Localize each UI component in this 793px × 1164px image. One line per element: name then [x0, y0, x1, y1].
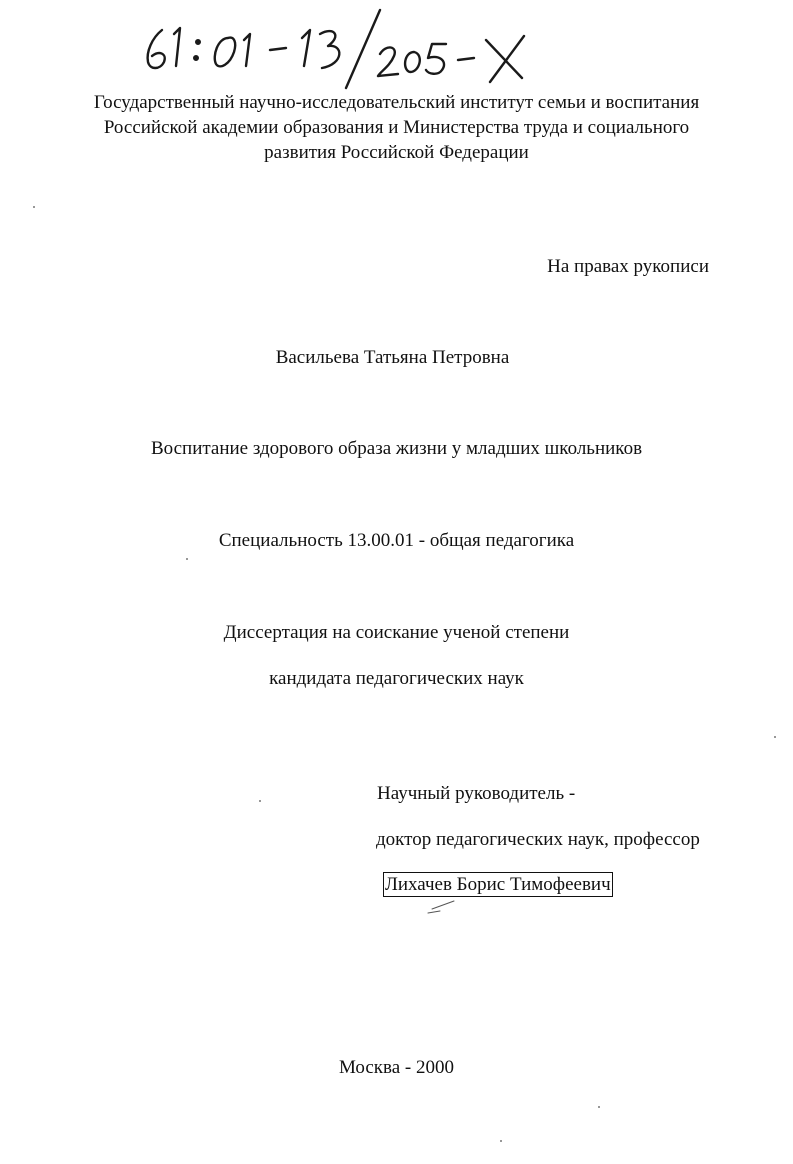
- scan-speck: [186, 558, 188, 560]
- scan-speck: [774, 736, 776, 738]
- institution-line: Государственный научно-исследовательский институт семьи и воспитания: [93, 92, 700, 113]
- supervisor-label: Научный руководитель -: [377, 783, 576, 804]
- institution-line: Российской академии образования и Министерства труда и социального: [103, 117, 690, 138]
- scan-speck: [259, 800, 261, 802]
- handwritten-shelfmark: [140, 8, 540, 90]
- author-name: Васильева Татьяна Петровна: [275, 347, 510, 368]
- dissertation-type: Диссертация на соискание ученой степени: [223, 622, 570, 643]
- supervisor-name: Лихачев Борис Тимофеевич: [385, 874, 611, 895]
- institution-heading: [40, 90, 753, 165]
- rights-note: На правах рукописи: [547, 256, 709, 277]
- specialty: Специальность 13.00.01 - общая педагогика: [218, 530, 575, 551]
- institution-line: развития Российской Федерации: [264, 142, 529, 163]
- pen-mark: [420, 893, 480, 915]
- academic-degree: кандидата педагогических наук: [269, 668, 524, 689]
- scan-speck: [33, 206, 35, 208]
- dissertation-title: Воспитание здорового образа жизни у младших школьников: [150, 438, 643, 459]
- city-year: Москва - 2000: [338, 1057, 455, 1078]
- scan-speck: [598, 1106, 600, 1108]
- supervisor-degree: доктор педагогических наук, профессор: [376, 829, 700, 850]
- scan-speck: [500, 1140, 502, 1142]
